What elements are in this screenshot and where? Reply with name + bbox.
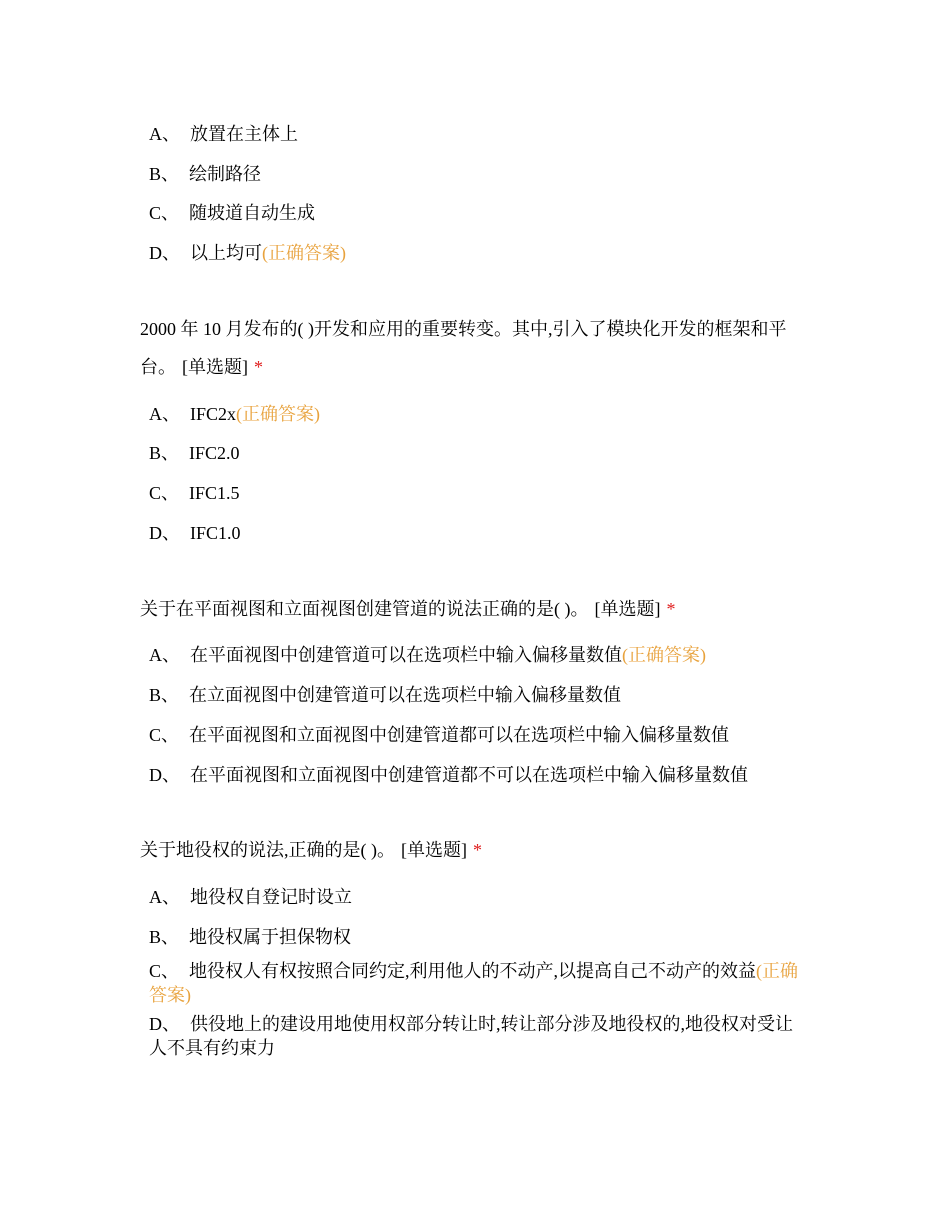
option-q3-d[interactable] <box>149 1012 804 1060</box>
option-q2-c[interactable] <box>149 723 804 747</box>
option-text: IFC2.0 <box>189 443 240 463</box>
option-q0-d[interactable] <box>149 241 804 265</box>
question-2-title <box>140 590 810 628</box>
option-text: 在平面视图和立面视图中创建管道都不可以在选项栏中输入偏移量数值 <box>190 765 748 785</box>
option-text: 以上均可 <box>190 243 262 263</box>
option-text: 随坡道自动生成 <box>189 203 316 223</box>
option-text: 地役权人有权按照合同约定,利用他人的不动产,以提高自己不动产的效益 <box>189 961 757 981</box>
option-letter: B <box>149 927 162 947</box>
option-separator: 、 <box>161 685 180 705</box>
option-separator: 、 <box>162 523 180 543</box>
question-text: 关于地役权的说法,正确的是( )。 <box>140 840 395 860</box>
option-separator: 、 <box>161 961 180 981</box>
option-q3-c[interactable] <box>149 959 804 1007</box>
option-separator: 、 <box>161 164 180 184</box>
option-q2-d[interactable] <box>149 763 804 787</box>
option-q1-d[interactable] <box>149 521 804 545</box>
required-asterisk: * <box>666 599 676 619</box>
option-separator: 、 <box>162 124 180 144</box>
question-type-label: [单选题] <box>594 599 661 619</box>
option-q0-a[interactable] <box>149 122 804 146</box>
question-type-label: [单选题] <box>182 357 248 377</box>
correct-answer-mark: (正确答案) <box>236 404 321 424</box>
option-separator: 、 <box>161 443 180 463</box>
option-separator: 、 <box>161 927 180 947</box>
option-q1-c[interactable] <box>149 481 804 505</box>
option-letter: D <box>149 1014 162 1034</box>
option-text: IFC1.5 <box>189 483 240 503</box>
question-text: 2000 年 10 月发布的( )开发和应用的重要转变。其中,引入了模块化开发的框架和平台。 <box>140 319 787 377</box>
option-q1-b[interactable] <box>149 441 804 465</box>
option-separator: 、 <box>162 1014 180 1034</box>
option-separator: 、 <box>162 645 180 665</box>
option-separator: 、 <box>162 404 180 424</box>
option-text: IFC1.0 <box>190 523 241 543</box>
option-letter: B <box>149 443 162 463</box>
correct-answer-mark: (正确答案) <box>622 645 706 665</box>
option-letter: C <box>149 483 162 503</box>
question-type-label: [单选题] <box>401 840 467 860</box>
option-letter: D <box>149 523 162 543</box>
option-q1-a[interactable] <box>149 402 804 426</box>
option-separator: 、 <box>162 243 180 263</box>
option-letter: B <box>149 164 162 184</box>
option-letter: A <box>149 887 162 907</box>
option-q3-a[interactable] <box>149 885 804 909</box>
option-letter: C <box>149 961 162 981</box>
option-letter: B <box>149 685 162 705</box>
option-letter: A <box>149 124 162 144</box>
option-q0-b[interactable] <box>149 162 804 186</box>
option-q2-b[interactable] <box>149 683 804 707</box>
option-text: 在平面视图和立面视图中创建管道都可以在选项栏中输入偏移量数值 <box>189 725 730 745</box>
option-letter: D <box>149 765 162 785</box>
option-separator: 、 <box>161 203 180 223</box>
option-text: 供役地上的建设用地使用权部分转让时,转让部分涉及地役权的,地役权对受让人不具有约束力 <box>149 1014 793 1058</box>
option-text: 地役权自登记时设立 <box>190 887 352 907</box>
option-letter: A <box>149 645 162 665</box>
option-text: 在立面视图中创建管道可以在选项栏中输入偏移量数值 <box>189 685 622 705</box>
required-asterisk: * <box>254 357 263 377</box>
option-text: 放置在主体上 <box>190 124 298 144</box>
question-3-title <box>140 831 810 869</box>
option-letter: A <box>149 404 162 424</box>
option-separator: 、 <box>162 887 180 907</box>
option-text: 绘制路径 <box>189 164 262 184</box>
question-1-title <box>140 310 810 386</box>
option-letter: D <box>149 243 162 263</box>
option-letter: C <box>149 203 162 223</box>
correct-answer-mark: (正确答案) <box>262 243 346 263</box>
option-separator: 、 <box>161 725 180 745</box>
option-text: 地役权属于担保物权 <box>189 927 352 947</box>
option-letter: C <box>149 725 162 745</box>
option-text: 在平面视图中创建管道可以在选项栏中输入偏移量数值 <box>190 645 622 665</box>
required-asterisk: * <box>473 840 482 860</box>
option-separator: 、 <box>162 765 180 785</box>
question-text: 关于在平面视图和立面视图创建管道的说法正确的是( )。 <box>140 599 589 619</box>
option-q2-a[interactable] <box>149 643 804 667</box>
option-q0-c[interactable] <box>149 201 804 225</box>
option-separator: 、 <box>161 483 180 503</box>
option-q3-b[interactable] <box>149 925 804 949</box>
correct-answer-mark: (正确答案) <box>149 961 799 1005</box>
option-text: IFC2x <box>190 404 237 424</box>
